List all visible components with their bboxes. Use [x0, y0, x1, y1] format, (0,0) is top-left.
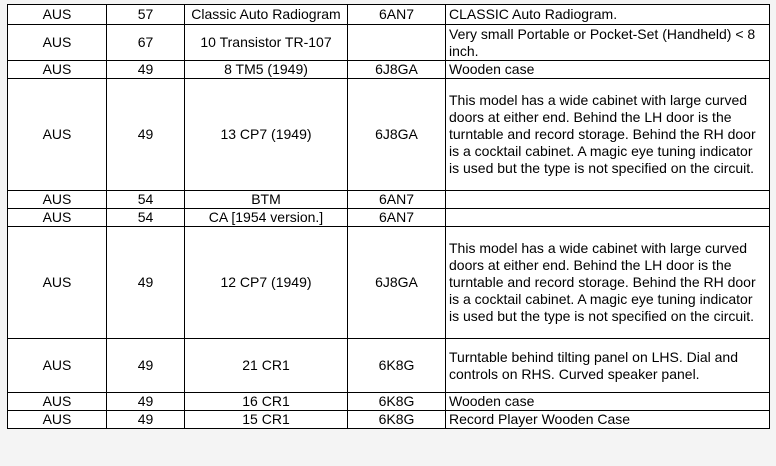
year-cell: 49 — [107, 227, 185, 339]
country-cell: AUS — [8, 393, 107, 411]
valve-cell: 6K8G — [348, 393, 446, 411]
model-cell: 13 CP7 (1949) — [185, 79, 348, 191]
valve-cell: 6K8G — [348, 411, 446, 429]
notes-cell: This model has a wide cabinet with large curved doors at either end. Behind the LH door is the turntable and record storage. Behind the RH door is a cocktail cabinet. A magic eye tuning indicator is used but the type is not specified on the circuit. — [446, 79, 770, 191]
year-cell: 49 — [107, 411, 185, 429]
valve-cell — [348, 25, 446, 61]
year-cell: 49 — [107, 61, 185, 79]
notes-cell: Very small Portable or Pocket-Set (Handheld) < 8 inch. — [446, 25, 770, 61]
notes-cell — [446, 191, 770, 209]
year-cell: 54 — [107, 191, 185, 209]
table-row — [8, 339, 770, 393]
year-cell: 54 — [107, 209, 185, 227]
model-cell: 21 CR1 — [185, 339, 348, 393]
notes-cell: Turntable behind tilting panel on LHS. Dial and controls on RHS. Curved speaker panel. — [446, 339, 770, 393]
country-cell: AUS — [8, 339, 107, 393]
country-cell: AUS — [8, 61, 107, 79]
valve-cell: 6J8GA — [348, 227, 446, 339]
year-cell: 49 — [107, 79, 185, 191]
table-row — [8, 411, 770, 429]
valve-cell: 6J8GA — [348, 79, 446, 191]
country-cell: AUS — [8, 209, 107, 227]
country-cell: AUS — [8, 25, 107, 61]
valve-cell: 6J8GA — [348, 61, 446, 79]
valve-cell: 6AN7 — [348, 191, 446, 209]
notes-cell: Wooden case — [446, 393, 770, 411]
year-cell: 57 — [107, 5, 185, 25]
model-cell: 12 CP7 (1949) — [185, 227, 348, 339]
notes-cell: CLASSIC Auto Radiogram. — [446, 5, 770, 25]
model-cell: 8 TM5 (1949) — [185, 61, 348, 79]
model-cell: 15 CR1 — [185, 411, 348, 429]
country-cell: AUS — [8, 227, 107, 339]
model-cell: BTM — [185, 191, 348, 209]
model-cell: 10 Transistor TR-107 — [185, 25, 348, 61]
notes-cell — [446, 209, 770, 227]
valve-cell: 6AN7 — [348, 5, 446, 25]
valve-cell: 6K8G — [348, 339, 446, 393]
table-row — [8, 61, 770, 79]
table-row — [8, 393, 770, 411]
country-cell: AUS — [8, 411, 107, 429]
table-row — [8, 209, 770, 227]
table-row — [8, 79, 770, 191]
year-cell: 49 — [107, 339, 185, 393]
model-cell: 16 CR1 — [185, 393, 348, 411]
table-row — [8, 5, 770, 25]
notes-cell: Record Player Wooden Case — [446, 411, 770, 429]
model-cell: Classic Auto Radiogram — [185, 5, 348, 25]
radio-models-table — [7, 4, 770, 429]
notes-cell: Wooden case — [446, 61, 770, 79]
year-cell: 67 — [107, 25, 185, 61]
table-row — [8, 227, 770, 339]
country-cell: AUS — [8, 191, 107, 209]
country-cell: AUS — [8, 5, 107, 25]
model-cell: CA [1954 version.] — [185, 209, 348, 227]
year-cell: 49 — [107, 393, 185, 411]
valve-cell: 6AN7 — [348, 209, 446, 227]
notes-cell: This model has a wide cabinet with large curved doors at either end. Behind the LH door is the turntable and record storage. Behind the RH door is a cocktail cabinet. A magic eye tuning indicator is used but the type is not specified on the circuit. — [446, 227, 770, 339]
country-cell: AUS — [8, 79, 107, 191]
table-row — [8, 25, 770, 61]
table-row — [8, 191, 770, 209]
